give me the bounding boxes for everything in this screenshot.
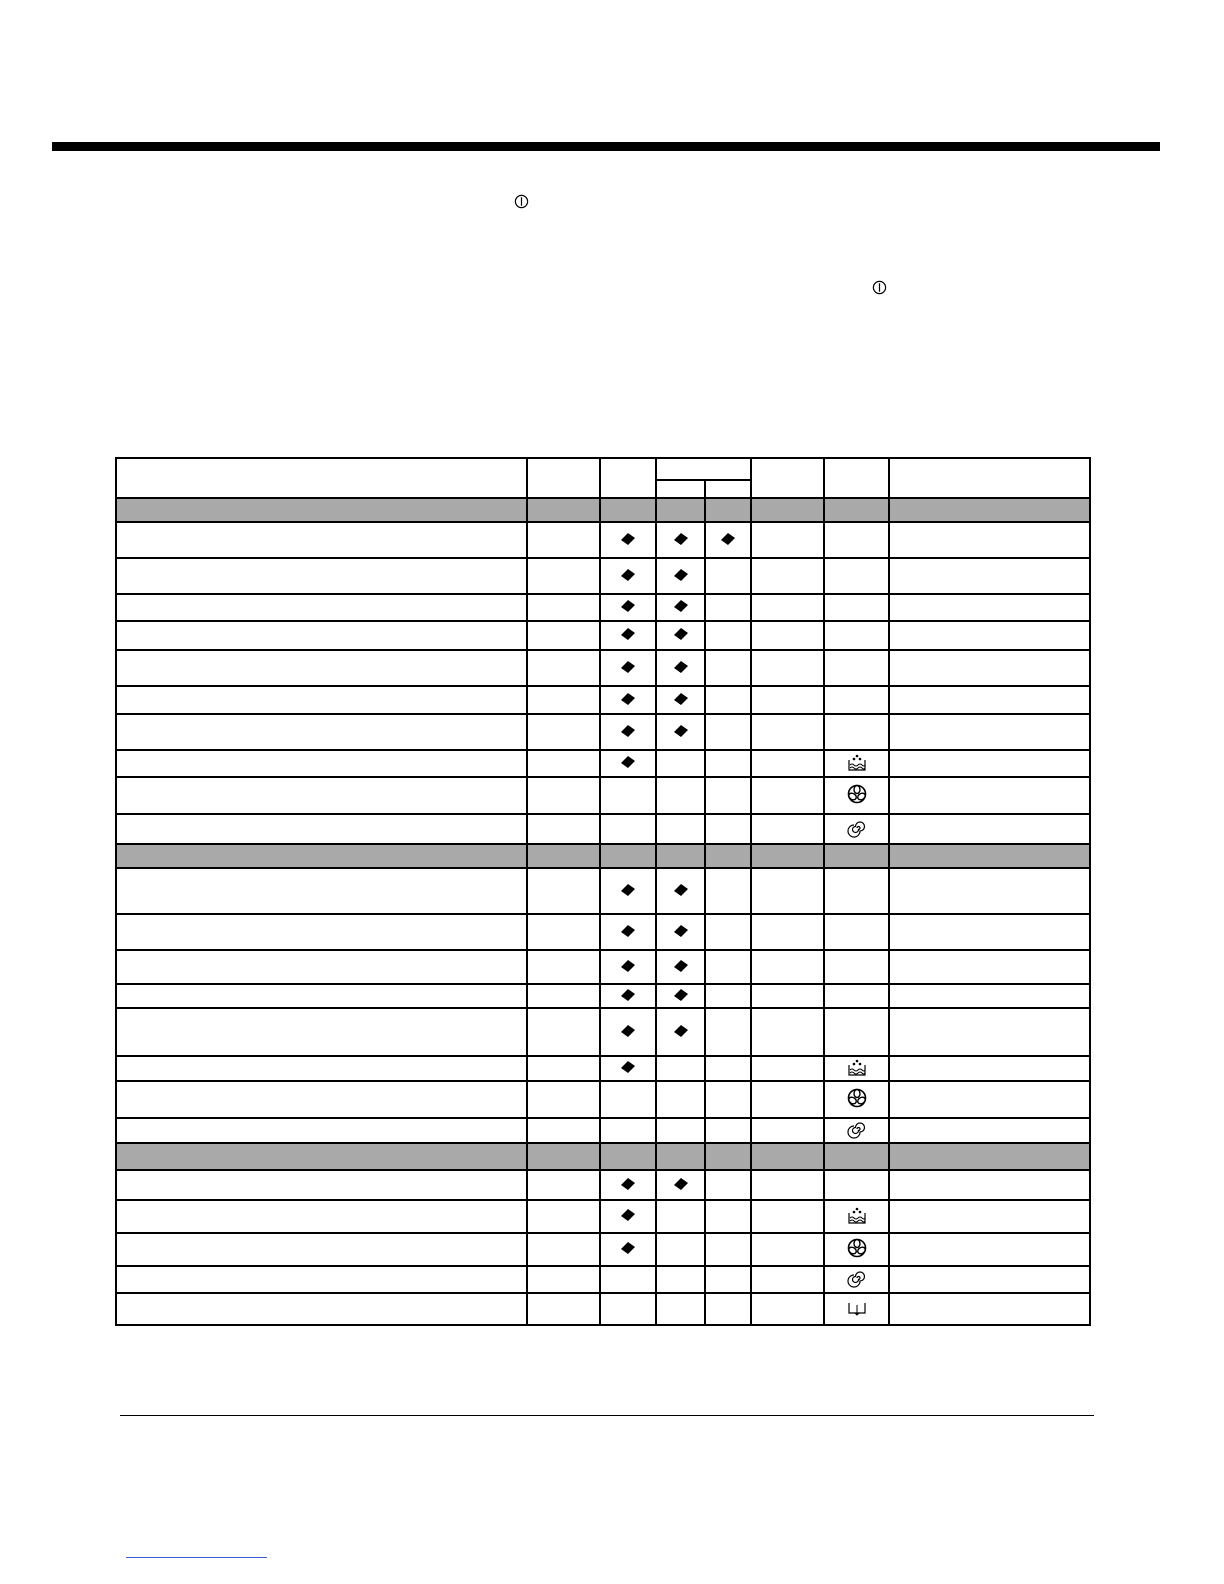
- diamond-mark-icon: [620, 988, 636, 1002]
- table-row: [116, 1170, 1090, 1200]
- table-row: [116, 777, 1090, 814]
- notes-cell: [889, 1056, 1090, 1081]
- top-heading-rule: [52, 142, 1160, 151]
- mark-cell: [705, 594, 751, 621]
- diamond-mark-icon: [620, 959, 636, 973]
- value-cell: [527, 777, 600, 814]
- value-cell: [527, 1266, 600, 1293]
- mark-cell: [600, 750, 656, 777]
- notes-cell: [889, 621, 1090, 650]
- diamond-mark-icon: [673, 532, 689, 546]
- notes-cell: [889, 558, 1090, 594]
- header-cell: [600, 458, 656, 498]
- notes-cell: [889, 868, 1090, 914]
- table-row: [116, 984, 1090, 1008]
- value-cell: [527, 1118, 600, 1143]
- diamond-mark-icon: [620, 1177, 636, 1191]
- mark-cell: [600, 868, 656, 914]
- section-cell: [656, 1143, 705, 1170]
- symbol-cell: [824, 714, 889, 750]
- symbol-cell: [824, 594, 889, 621]
- table-row: [116, 594, 1090, 621]
- mark-cell: [656, 1233, 705, 1266]
- notes-cell: [889, 1200, 1090, 1233]
- mark-cell: [600, 1200, 656, 1233]
- footer-rule: [120, 1415, 1094, 1416]
- symbol-cell: [824, 914, 889, 950]
- diamond-mark-icon: [673, 1024, 689, 1038]
- diamond-mark-icon: [620, 660, 636, 674]
- mark-cell: [600, 1081, 656, 1118]
- diamond-mark-icon: [620, 1241, 636, 1255]
- section-header-row: [116, 1143, 1090, 1170]
- mark-cell: [600, 1118, 656, 1143]
- value-cell: [751, 522, 824, 558]
- diamond-mark-icon: [673, 883, 689, 897]
- diamond-mark-icon: [673, 959, 689, 973]
- diamond-mark-icon: [620, 599, 636, 613]
- rinse-icon: [846, 752, 868, 772]
- notes-cell: [889, 1293, 1090, 1325]
- program-name-cell: [116, 814, 527, 844]
- mark-cell: [705, 522, 751, 558]
- mark-cell: [705, 650, 751, 686]
- notes-cell: [889, 1170, 1090, 1200]
- mark-cell: [656, 1056, 705, 1081]
- section-cell: [116, 498, 527, 522]
- symbol-cell: [824, 1293, 889, 1325]
- value-cell: [751, 1233, 824, 1266]
- section-cell: [116, 1143, 527, 1170]
- table-row: [116, 868, 1090, 914]
- mark-cell: [600, 621, 656, 650]
- table-row: [116, 686, 1090, 714]
- section-cell: [824, 1143, 889, 1170]
- value-cell: [751, 1008, 824, 1056]
- mark-cell: [705, 558, 751, 594]
- table-row: [116, 1233, 1090, 1266]
- mark-cell: [600, 686, 656, 714]
- mark-cell: [656, 1081, 705, 1118]
- mark-cell: [656, 714, 705, 750]
- diamond-mark-icon: [620, 532, 636, 546]
- value-cell: [751, 650, 824, 686]
- section-cell: [116, 844, 527, 868]
- diamond-mark-icon: [673, 692, 689, 706]
- program-name-cell: [116, 950, 527, 984]
- diamond-mark-icon: [620, 755, 636, 769]
- program-name-cell: [116, 1200, 527, 1233]
- section-cell: [527, 498, 600, 522]
- program-name-cell: [116, 914, 527, 950]
- rinse-icon: [846, 1057, 868, 1077]
- mark-cell: [656, 868, 705, 914]
- section-cell: [751, 1143, 824, 1170]
- value-cell: [527, 1293, 600, 1325]
- mark-cell: [656, 1293, 705, 1325]
- mark-cell: [705, 714, 751, 750]
- value-cell: [527, 1008, 600, 1056]
- mark-cell: [656, 1170, 705, 1200]
- notes-cell: [889, 950, 1090, 984]
- table-row: [116, 1008, 1090, 1056]
- header-cell: [824, 458, 889, 498]
- mark-cell: [705, 914, 751, 950]
- program-name-cell: [116, 558, 527, 594]
- mark-cell: [600, 814, 656, 844]
- mark-cell: [656, 814, 705, 844]
- notes-cell: [889, 1081, 1090, 1118]
- section-cell: [824, 498, 889, 522]
- value-cell: [527, 984, 600, 1008]
- value-cell: [751, 777, 824, 814]
- value-cell: [527, 814, 600, 844]
- header-cell: [527, 458, 600, 498]
- value-cell: [751, 1200, 824, 1233]
- notes-cell: [889, 1233, 1090, 1266]
- symbol-cell: [824, 1266, 889, 1293]
- table-row: [116, 1056, 1090, 1081]
- mark-cell: [656, 686, 705, 714]
- value-cell: [751, 1118, 824, 1143]
- symbol-cell: [824, 750, 889, 777]
- symbol-cell: [824, 621, 889, 650]
- mark-cell: [656, 1008, 705, 1056]
- rinse-icon: [846, 1205, 868, 1225]
- mark-cell: [656, 1266, 705, 1293]
- symbol-cell: [824, 686, 889, 714]
- table-row: [116, 750, 1090, 777]
- fan-icon: [846, 784, 868, 804]
- mark-cell: [656, 950, 705, 984]
- mark-cell: [656, 621, 705, 650]
- symbol-cell: [824, 1008, 889, 1056]
- section-cell: [751, 844, 824, 868]
- value-cell: [751, 1266, 824, 1293]
- fan-icon: [846, 1088, 868, 1108]
- program-name-cell: [116, 1081, 527, 1118]
- mark-cell: [656, 1200, 705, 1233]
- power-icon: [872, 280, 887, 295]
- mark-cell: [600, 914, 656, 950]
- diamond-mark-icon: [673, 988, 689, 1002]
- header-cell: [116, 458, 527, 498]
- value-cell: [751, 1170, 824, 1200]
- header-group-cell: [656, 458, 751, 480]
- notes-cell: [889, 1008, 1090, 1056]
- mark-cell: [705, 621, 751, 650]
- mark-cell: [600, 1170, 656, 1200]
- notes-cell: [889, 522, 1090, 558]
- program-name-cell: [116, 777, 527, 814]
- table-row: [116, 914, 1090, 950]
- value-cell: [527, 1233, 600, 1266]
- program-name-cell: [116, 686, 527, 714]
- section-cell: [824, 844, 889, 868]
- diamond-mark-icon: [673, 924, 689, 938]
- section-header-row: [116, 844, 1090, 868]
- table-row: [116, 814, 1090, 844]
- mark-cell: [600, 1056, 656, 1081]
- notes-cell: [889, 914, 1090, 950]
- section-cell: [889, 498, 1090, 522]
- section-cell: [889, 1143, 1090, 1170]
- table-row: [116, 558, 1090, 594]
- table-header-row: [116, 458, 1090, 480]
- notes-cell: [889, 714, 1090, 750]
- program-name-cell: [116, 650, 527, 686]
- value-cell: [527, 1081, 600, 1118]
- symbol-cell: [824, 522, 889, 558]
- spin-icon: [846, 1268, 868, 1288]
- symbol-cell: [824, 1170, 889, 1200]
- notes-cell: [889, 686, 1090, 714]
- section-cell: [600, 844, 656, 868]
- mark-cell: [600, 558, 656, 594]
- value-cell: [751, 686, 824, 714]
- mark-cell: [705, 868, 751, 914]
- section-cell: [705, 498, 751, 522]
- table-row: [116, 1200, 1090, 1233]
- mark-cell: [705, 950, 751, 984]
- notes-cell: [889, 984, 1090, 1008]
- mark-cell: [600, 522, 656, 558]
- table-row: [116, 1266, 1090, 1293]
- table-row: [116, 714, 1090, 750]
- value-cell: [527, 1170, 600, 1200]
- value-cell: [527, 950, 600, 984]
- diamond-mark-icon: [673, 599, 689, 613]
- section-cell: [751, 498, 824, 522]
- value-cell: [751, 714, 824, 750]
- mark-cell: [705, 814, 751, 844]
- symbol-cell: [824, 558, 889, 594]
- value-cell: [751, 1293, 824, 1325]
- notes-cell: [889, 814, 1090, 844]
- diamond-mark-icon: [673, 724, 689, 738]
- diamond-mark-icon: [620, 568, 636, 582]
- fan-icon: [846, 1238, 868, 1258]
- table-row: [116, 522, 1090, 558]
- header-cell: [889, 458, 1090, 498]
- symbol-cell: [824, 1081, 889, 1118]
- table-row: [116, 621, 1090, 650]
- program-name-cell: [116, 522, 527, 558]
- value-cell: [527, 750, 600, 777]
- section-cell: [705, 844, 751, 868]
- diamond-mark-icon: [620, 1060, 636, 1074]
- value-cell: [527, 522, 600, 558]
- section-cell: [656, 498, 705, 522]
- notes-cell: [889, 777, 1090, 814]
- mark-cell: [656, 1118, 705, 1143]
- mark-cell: [600, 777, 656, 814]
- program-name-cell: [116, 868, 527, 914]
- symbol-cell: [824, 1118, 889, 1143]
- mark-cell: [600, 594, 656, 621]
- footer-link-underline: [126, 1557, 267, 1558]
- table-row: [116, 1081, 1090, 1118]
- header-subcell: [705, 480, 751, 498]
- mark-cell: [656, 522, 705, 558]
- value-cell: [751, 814, 824, 844]
- section-cell: [889, 844, 1090, 868]
- value-cell: [527, 558, 600, 594]
- value-cell: [751, 1056, 824, 1081]
- value-cell: [527, 714, 600, 750]
- mark-cell: [656, 984, 705, 1008]
- notes-cell: [889, 1118, 1090, 1143]
- section-cell: [600, 498, 656, 522]
- notes-cell: [889, 1266, 1090, 1293]
- symbol-cell: [824, 950, 889, 984]
- table-row: [116, 1293, 1090, 1325]
- program-name-cell: [116, 594, 527, 621]
- mark-cell: [705, 1118, 751, 1143]
- diamond-mark-icon: [620, 627, 636, 641]
- notes-cell: [889, 750, 1090, 777]
- mark-cell: [656, 650, 705, 686]
- diamond-mark-icon: [673, 1177, 689, 1191]
- diamond-mark-icon: [720, 532, 736, 546]
- section-cell: [600, 1143, 656, 1170]
- mark-cell: [705, 1170, 751, 1200]
- program-name-cell: [116, 621, 527, 650]
- mark-cell: [705, 1266, 751, 1293]
- diamond-mark-icon: [620, 1024, 636, 1038]
- mark-cell: [705, 750, 751, 777]
- mark-cell: [600, 984, 656, 1008]
- mark-cell: [705, 1233, 751, 1266]
- value-cell: [527, 914, 600, 950]
- symbol-cell: [824, 1200, 889, 1233]
- program-name-cell: [116, 1170, 527, 1200]
- section-cell: [705, 1143, 751, 1170]
- table-row: [116, 950, 1090, 984]
- value-cell: [527, 650, 600, 686]
- value-cell: [527, 1056, 600, 1081]
- section-cell: [527, 1143, 600, 1170]
- symbol-cell: [824, 1056, 889, 1081]
- diamond-mark-icon: [620, 883, 636, 897]
- table-row: [116, 1118, 1090, 1143]
- diamond-mark-icon: [620, 924, 636, 938]
- mark-cell: [656, 914, 705, 950]
- diamond-mark-icon: [673, 627, 689, 641]
- diamond-mark-icon: [620, 692, 636, 706]
- value-cell: [751, 984, 824, 1008]
- mark-cell: [656, 594, 705, 621]
- mark-cell: [705, 984, 751, 1008]
- diamond-mark-icon: [673, 660, 689, 674]
- program-name-cell: [116, 1056, 527, 1081]
- program-name-cell: [116, 1118, 527, 1143]
- program-name-cell: [116, 714, 527, 750]
- value-cell: [527, 1200, 600, 1233]
- diamond-mark-icon: [673, 568, 689, 582]
- mark-cell: [705, 1293, 751, 1325]
- section-cell: [527, 844, 600, 868]
- mark-cell: [705, 686, 751, 714]
- mark-cell: [705, 1056, 751, 1081]
- value-cell: [751, 558, 824, 594]
- value-cell: [751, 750, 824, 777]
- mark-cell: [600, 1266, 656, 1293]
- notes-cell: [889, 594, 1090, 621]
- mark-cell: [656, 777, 705, 814]
- symbol-cell: [824, 650, 889, 686]
- value-cell: [527, 621, 600, 650]
- value-cell: [751, 950, 824, 984]
- drain-icon: [846, 1298, 868, 1318]
- section-header-row: [116, 498, 1090, 522]
- mark-cell: [705, 777, 751, 814]
- value-cell: [751, 1081, 824, 1118]
- symbol-cell: [824, 984, 889, 1008]
- program-name-cell: [116, 984, 527, 1008]
- spin-icon: [846, 818, 868, 838]
- program-table: [115, 457, 1091, 1326]
- program-name-cell: [116, 1233, 527, 1266]
- mark-cell: [705, 1200, 751, 1233]
- mark-cell: [600, 950, 656, 984]
- notes-cell: [889, 650, 1090, 686]
- mark-cell: [705, 1081, 751, 1118]
- spin-icon: [846, 1119, 868, 1139]
- symbol-cell: [824, 814, 889, 844]
- program-name-cell: [116, 1293, 527, 1325]
- symbol-cell: [824, 868, 889, 914]
- mark-cell: [656, 750, 705, 777]
- symbol-cell: [824, 1233, 889, 1266]
- diamond-mark-icon: [620, 1208, 636, 1222]
- value-cell: [527, 594, 600, 621]
- mark-cell: [600, 650, 656, 686]
- power-icon: [514, 194, 529, 209]
- value-cell: [527, 686, 600, 714]
- program-name-cell: [116, 1008, 527, 1056]
- table-row: [116, 650, 1090, 686]
- mark-cell: [600, 1233, 656, 1266]
- mark-cell: [600, 1293, 656, 1325]
- mark-cell: [600, 1008, 656, 1056]
- program-name-cell: [116, 750, 527, 777]
- value-cell: [751, 914, 824, 950]
- diamond-mark-icon: [620, 724, 636, 738]
- header-subcell: [656, 480, 705, 498]
- value-cell: [527, 868, 600, 914]
- value-cell: [751, 621, 824, 650]
- value-cell: [751, 594, 824, 621]
- program-name-cell: [116, 1266, 527, 1293]
- value-cell: [751, 868, 824, 914]
- section-cell: [656, 844, 705, 868]
- header-cell: [751, 458, 824, 498]
- mark-cell: [705, 1008, 751, 1056]
- symbol-cell: [824, 777, 889, 814]
- mark-cell: [600, 714, 656, 750]
- mark-cell: [656, 558, 705, 594]
